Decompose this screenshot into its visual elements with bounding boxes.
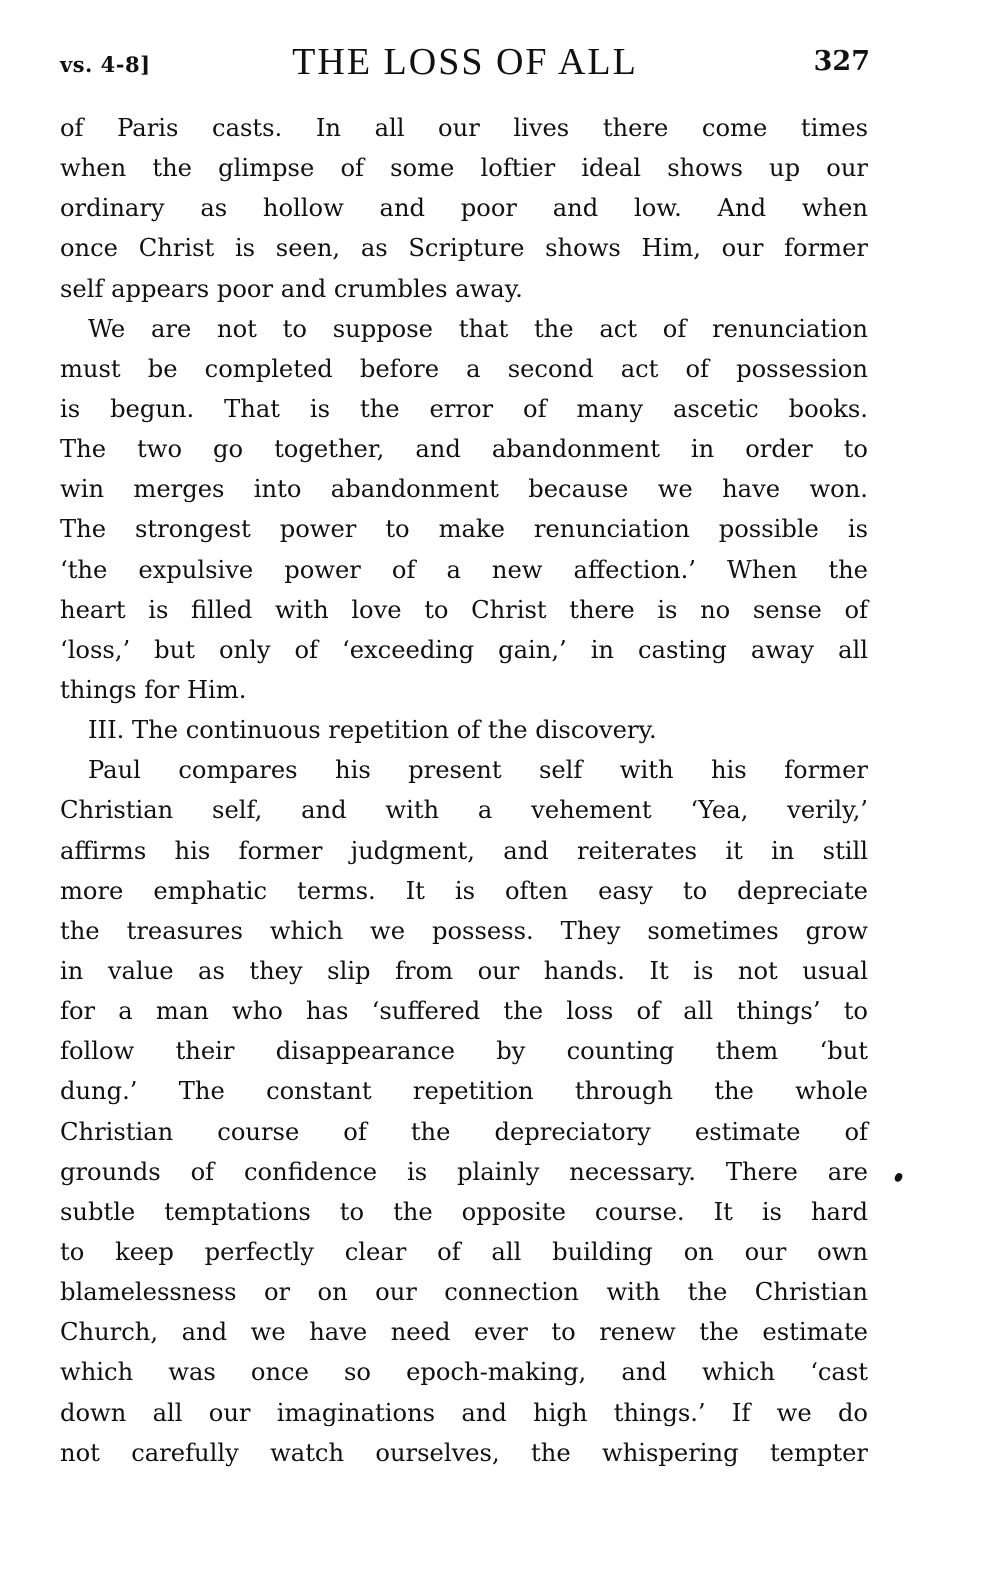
text-line: when the glimpse of some loftier ideal shows up our — [60, 154, 868, 183]
text-line: The two go together, and abandonment in order to — [60, 435, 868, 464]
text-line: things for Him. — [60, 675, 247, 704]
text-line: Christian self, and with a vehement ‘Yea, verily,’ — [60, 796, 868, 825]
text-line: the treasures which we possess. They sometimes grow — [60, 916, 868, 945]
text-line: down all our imaginations and high things.’ If we do — [60, 1398, 868, 1427]
text-line: which was once so epoch-making, and which ‘cast — [60, 1358, 868, 1387]
text-line: for a man who has ‘suffered the loss of all things’ to — [60, 997, 868, 1026]
text-line: to keep perfectly clear of all building on our own — [60, 1237, 868, 1266]
verse-reference: vs. 4-8] — [60, 52, 151, 77]
ink-speck-mark — [894, 1172, 904, 1183]
text-line: once Christ is seen, as Scripture shows Him, our former — [60, 234, 868, 263]
text-line: self appears poor and crumbles away. — [60, 274, 523, 303]
text-line: Paul compares his present self with his former — [88, 756, 868, 785]
text-line: must be completed before a second act of possession — [60, 354, 868, 383]
text-line: follow their disappearance by counting them ‘but — [60, 1037, 868, 1066]
text-line: more emphatic terms. It is often easy to depreciate — [60, 876, 868, 905]
text-line: Church, and we have need ever to renew the estimate — [60, 1318, 868, 1347]
body-text — [60, 108, 868, 1473]
page-number: 327 — [813, 46, 870, 77]
text-line: III. The continuous repetition of the discovery. — [88, 716, 657, 745]
running-head — [60, 38, 870, 88]
text-line: ‘the expulsive power of a new affection.’ When the — [60, 555, 868, 584]
text-line: grounds of confidence is plainly necessary. There are — [60, 1157, 868, 1186]
text-line: heart is filled with love to Christ there is no sense of — [60, 595, 868, 624]
text-line: ‘loss,’ but only of ‘exceeding gain,’ in casting away all — [60, 635, 868, 664]
text-line: blamelessness or on our connection with the Christian — [60, 1278, 868, 1307]
text-line: not carefully watch ourselves, the whispering tempter — [60, 1438, 868, 1467]
text-line: subtle temptations to the opposite course. It is hard — [60, 1197, 868, 1226]
text-line: in value as they slip from our hands. It is not usual — [60, 956, 868, 985]
text-line: dung.’ The constant repetition through the whole — [60, 1077, 868, 1106]
text-line: The strongest power to make renunciation possible is — [60, 515, 868, 544]
text-line: ordinary as hollow and poor and low. And when — [60, 194, 868, 223]
text-line: is begun. That is the error of many ascetic books. — [60, 394, 868, 423]
text-line: We are not to suppose that the act of renunciation — [88, 314, 868, 343]
text-line: win merges into abandonment because we have won. — [60, 475, 868, 504]
chapter-title: THE LOSS OF ALL — [292, 41, 638, 83]
text-line: of Paris casts. In all our lives there come times — [60, 114, 868, 142]
text-line: affirms his former judgment, and reiterates it in still — [60, 836, 868, 865]
text-line: Christian course of the depreciatory estimate of — [60, 1117, 868, 1146]
